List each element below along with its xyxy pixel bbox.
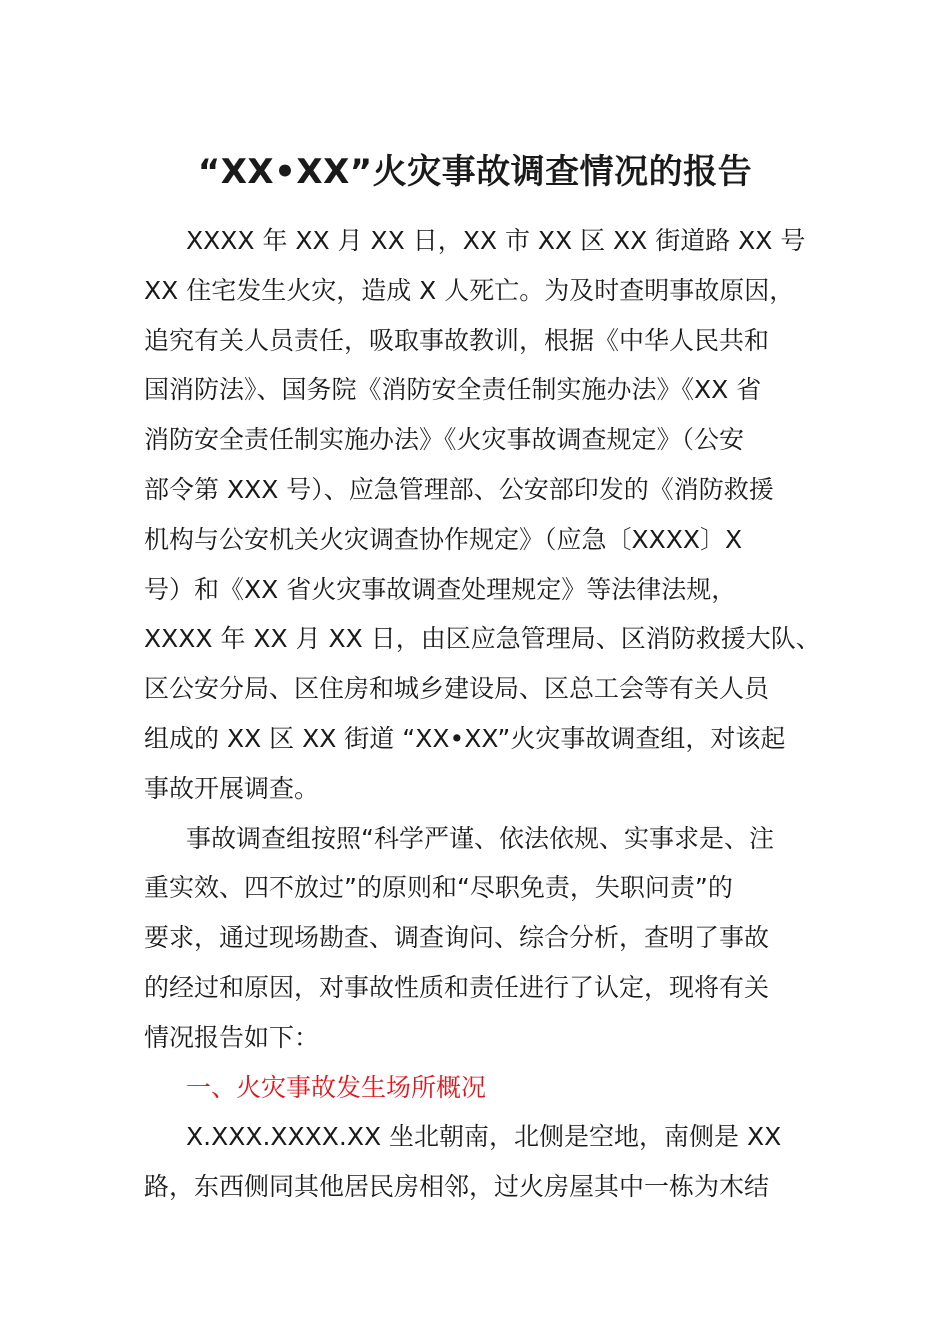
body-line: 消防安全责任制实施办法》《火灾事故调查规定》（公安 — [144, 425, 745, 455]
body-line: XXXX 年 XX 月 XX 日，XX 市 XX 区 XX 街道路 XX 号 — [186, 226, 806, 255]
body-line: XXXX 年 XX 月 XX 日，由区应急管理局、区消防救援大队、 — [144, 624, 821, 654]
body-line: 国消防法》、国务院《消防安全责任制实施办法》《XX 省 — [144, 375, 762, 405]
body-line: 组成的 XX 区 XX 街道 “XX•XX”火灾事故调查组，对该起 — [144, 723, 786, 753]
body-line: 部令第 XXX 号）、应急管理部、公安部印发的《消防救援 — [144, 474, 774, 504]
body-line: 号）和《XX 省火灾事故调查处理规定》等法律法规， — [144, 574, 737, 604]
body-line: X.XXX.XXXX.XX 坐北朝南，北侧是空地，南侧是 XX — [186, 1122, 782, 1152]
section-heading: 一、火灾事故发生场所概况 — [186, 1072, 487, 1102]
body-line: 事故开展调查。 — [144, 773, 320, 803]
body-line: 情况报告如下： — [144, 1022, 320, 1052]
document-body — [144, 216, 824, 1212]
body-line: 区公安分局、区住房和城乡建设局、区总工会等有关人员 — [144, 674, 770, 704]
body-line: 机构与公安机关火灾调查协作规定》（应急〔XXXX〕X — [144, 524, 743, 554]
body-line: XX 住宅发生火灾，造成 X 人死亡。为及时查明事故原因， — [144, 275, 795, 305]
body-line: 的经过和原因，对事故性质和责任进行了认定，现将有关 — [144, 972, 770, 1002]
body-line: 路，东西侧同其他居民房相邻，过火房屋其中一栋为木结 — [144, 1172, 770, 1202]
body-line: 重实效、四不放过”的原则和“尽职免责，失职问责”的 — [144, 873, 733, 903]
body-line: 要求，通过现场勘查、调查询问、综合分析，查明了事故 — [144, 923, 770, 953]
body-line: 事故调查组按照“科学严谨、依法依规、实事求是、注 — [186, 823, 774, 853]
body-line: 追究有关人员责任，吸取事故教训，根据《中华人民共和 — [144, 325, 770, 355]
document-title: “XX•XX”火灾事故调查情况的报告 — [197, 152, 753, 192]
